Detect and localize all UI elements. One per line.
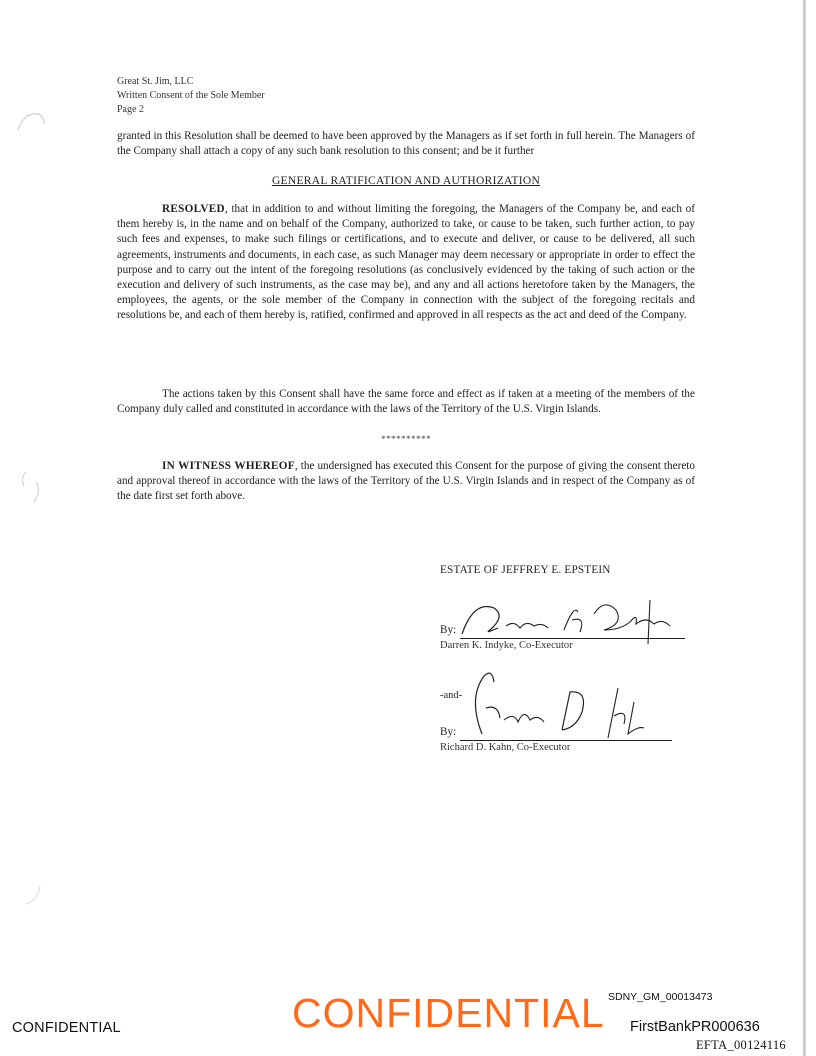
efta-bates-number: EFTA_00124116 [696, 1038, 786, 1052]
confidential-stamp: CONFIDENTIAL [292, 990, 605, 1036]
section-heading: GENERAL RATIFICATION AND AUTHORIZATION [271, 175, 541, 187]
confidential-label: CONFIDENTIAL [12, 1020, 121, 1036]
and-label: -and- [440, 690, 463, 701]
scan-mark-icon [14, 108, 54, 138]
company-name: Great St. Jim, LLC [117, 76, 194, 87]
signer-name: Darren K. Indyke, Co-Executor [440, 640, 573, 651]
sdny-bates-number: SDNY_GM_00013473 [608, 991, 713, 1003]
signature-block-indyke [440, 596, 730, 651]
witness-text: , the undersigned has executed this Consent for the purpose of giving the consent thereto and approval thereof in accordance with the laws of the Territory of the U.S. Virgin Islands and in respect of the Company as of the date first set forth above. [117, 460, 695, 503]
page-number: Page 2 [117, 104, 144, 115]
signer-name: Richard D. Kahn, Co-Executor [440, 742, 571, 753]
by-label: By: [440, 726, 457, 738]
separator-stars: ********** [381, 434, 431, 444]
signature-block-kahn [440, 668, 730, 753]
witness-keyword: IN WITNESS WHEREOF [162, 460, 295, 472]
document-title: Written Consent of the Sole Member [117, 90, 265, 101]
scan-mark-icon [18, 468, 48, 508]
resolved-keyword: RESOLVED [162, 203, 225, 215]
bank-bates-number: FirstBankPR000636 [630, 1019, 760, 1035]
letter-header [117, 75, 265, 117]
scan-mark-icon [22, 880, 46, 910]
by-label: By: [440, 624, 457, 636]
handwritten-signature-icon [454, 590, 704, 646]
handwritten-signature-icon [458, 668, 698, 744]
intro-paragraph: granted in this Resolution shall be deemed to have been approved by the Managers as if set forth in full herein. The Managers of the Company shall attach a copy of any such bank resolution to this consent; and be it further [117, 130, 695, 158]
estate-title: ESTATE OF JEFFREY E. EPSTEIN [440, 564, 611, 576]
actions-paragraph: The actions taken by this Consent shall have the same force and effect as if taken at a meeting of the members of the Company duly called and constituted in accordance with the laws of the Territory of the U.S. Virgin Islands. [117, 388, 695, 416]
witness-paragraph [117, 459, 695, 505]
page-edge-rule [803, 0, 806, 1056]
resolved-paragraph [117, 202, 695, 324]
resolved-text: , that in addition to and without limiting the foregoing, the Managers of the Company be, and each of them hereby is, in the name and on behalf of the Company, authorized to take, or cause to be taken, such further action, to pay such fees and expenses, to make such filings or certifications, and to execute and deliver, or cause to be delivered, all such agreements, instruments and documents, in each case, as such Manager may deem necessary or appropriate in order to effect the purpose and to carry out the intent of the foregoing resolutions (as conclusively evidenced by the taking of such action or the execution and delivery of such instruments, as the case may be), and any and all actions heretofore taken by the Managers, the employees, the agents, or the sole member of the Company in connection with the subject of the foregoing recitals and resolutions be, and each of them hereby is, ratified, confirmed and approved in all respects as the act and deed of the Company. [117, 203, 695, 322]
